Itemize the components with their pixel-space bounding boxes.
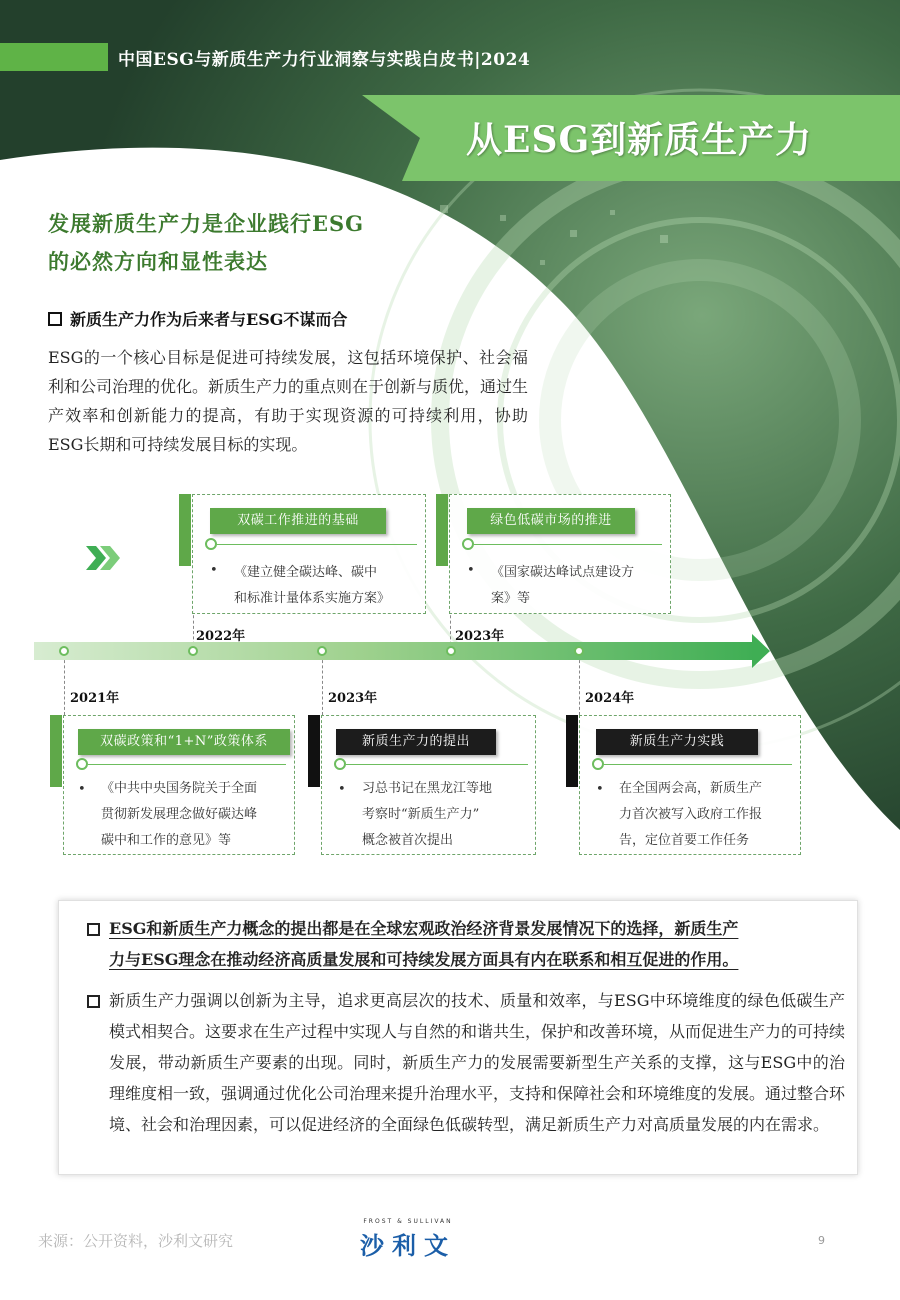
bullet: • bbox=[210, 563, 218, 578]
sub-heading bbox=[48, 307, 347, 330]
card-text-line: 告，定位首要工作任务 bbox=[619, 833, 750, 848]
summary-paragraph: 新质生产力强调以创新为主导，追求更高层次的技术、质量和效率，与ESG中环境维度的绿色低碳生产模式相契合。这要求在生产过程中实现人与自然的和谐共生，保护和改善环境，从而促进生产力的可持续发展，带动新质生产要素的出现。同时，新质生产力的发展需要新型生产关系的支撑，这与ESG中的治理维度相一致，强调通过优化公司治理来提升治理水平，支持和保障社会和环境维度的发展。通过整合环境、社会和治理因素，可以促进经济的全面绿色低碳转型，满足新质生产力对高质量发展的内在需求。 bbox=[109, 991, 846, 1134]
bullet: • bbox=[596, 782, 604, 797]
year-label: 2023年 bbox=[328, 691, 378, 706]
card-text-line: 贯彻新发展理念做好碳达峰 bbox=[101, 807, 258, 822]
double-chevron-icon bbox=[86, 546, 126, 570]
timeline-arrow-icon bbox=[752, 634, 770, 668]
report-title: 中国ESG与新质生产力行业洞察与实践白皮书|2024 bbox=[118, 50, 531, 70]
card-text bbox=[619, 776, 762, 854]
timeline-dot bbox=[59, 646, 69, 656]
card-text bbox=[362, 776, 492, 854]
year-label: 2024年 bbox=[585, 691, 635, 706]
bullet: • bbox=[78, 782, 86, 797]
section-heading-line2: 的必然方向和显性表达 bbox=[48, 249, 268, 274]
timeline-dot bbox=[446, 646, 456, 656]
summary-item-key-point bbox=[85, 913, 845, 975]
bullet: • bbox=[338, 782, 346, 797]
source-note: 来源：公开资料，沙利文研究 bbox=[38, 1232, 234, 1250]
section-title: 从ESG到新质生产力 bbox=[466, 119, 813, 161]
card-line-dot bbox=[462, 538, 474, 550]
card-tag: 新质生产力实践 bbox=[596, 729, 758, 755]
year-label: 2021年 bbox=[70, 691, 120, 706]
timeline-dot bbox=[317, 646, 327, 656]
connector-line bbox=[322, 655, 323, 715]
card-text bbox=[491, 560, 634, 612]
checkbox-square-icon bbox=[48, 312, 62, 326]
card-text-line: 在全国两会高，新质生产 bbox=[619, 781, 763, 796]
timeline-dot bbox=[574, 646, 584, 656]
intro-paragraph: ESG的一个核心目标是促进可持续发展，这包括环境保护、社会福利和公司治理的优化。新质生产力的重点则在于创新与质优，通过生产效率和创新能力的提高，有助于实现资源的可持续利用，协助ESG长期和可持续发展目标的实现。 bbox=[48, 348, 529, 454]
summary-line: 力与ESG理念在推动经济高质量发展和可持续发展方面具有内在联系和相互促进的作用。 bbox=[109, 950, 739, 969]
card-accent-bar bbox=[308, 715, 320, 787]
card-line-dot bbox=[76, 758, 88, 770]
year-label: 2022年 bbox=[196, 629, 246, 644]
summary-line: ESG和新质生产力概念的提出都是在全球宏观政治经济背景发展情况下的选择，新质生产 bbox=[109, 919, 739, 938]
card-text-line: 考察时“新质生产力” bbox=[362, 807, 480, 822]
year-label: 2023年 bbox=[455, 629, 505, 644]
card-text-line: 习总书记在黑龙江等地 bbox=[362, 781, 493, 796]
card-tag: 新质生产力的提出 bbox=[336, 729, 496, 755]
card-text bbox=[234, 560, 390, 612]
card-text-line: 案》等 bbox=[491, 591, 531, 606]
timeline-dot bbox=[188, 646, 198, 656]
section-heading bbox=[48, 205, 428, 281]
card-line-dot bbox=[205, 538, 217, 550]
card-accent-bar bbox=[179, 494, 191, 566]
card-accent-bar bbox=[436, 494, 448, 566]
frost-sullivan-logo bbox=[346, 1218, 470, 1260]
timeline-bar bbox=[34, 642, 756, 660]
summary-item-detail bbox=[85, 985, 845, 1140]
card-text-line: 和标准计量体系实施方案》 bbox=[234, 591, 391, 606]
card-divider bbox=[604, 764, 792, 765]
card-divider bbox=[474, 544, 662, 545]
card-line-dot bbox=[334, 758, 346, 770]
section-heading-line1: 发展新质生产力是企业践行ESG bbox=[48, 211, 365, 236]
connector-line bbox=[64, 655, 65, 715]
sub-heading-text: 新质生产力作为后来者与ESG不谋而合 bbox=[70, 310, 348, 329]
summary-box bbox=[58, 900, 858, 1175]
card-divider bbox=[217, 544, 417, 545]
card-divider bbox=[88, 764, 286, 765]
card-divider bbox=[346, 764, 528, 765]
bullet: • bbox=[467, 563, 475, 578]
card-text-line: 概念被首次提出 bbox=[362, 833, 454, 848]
logo-main-text: 沙利文 bbox=[360, 1232, 456, 1260]
card-text bbox=[101, 776, 257, 854]
card-text-line: 《中共中央国务院关于全面 bbox=[101, 781, 258, 796]
card-tag: 绿色低碳市场的推进 bbox=[467, 508, 635, 534]
card-text-line: 《国家碳达峰试点建设方 bbox=[491, 565, 635, 580]
card-text-line: 力首次被写入政府工作报 bbox=[619, 807, 763, 822]
logo-top-text: FROST & SULLIVAN bbox=[363, 1218, 453, 1225]
card-text-line: 《建立健全碳达峰、碳中 bbox=[234, 565, 378, 580]
card-tag: 双碳工作推进的基础 bbox=[210, 508, 386, 534]
connector-line bbox=[579, 655, 580, 715]
card-line-dot bbox=[592, 758, 604, 770]
card-tag: 双碳政策和“1+N”政策体系 bbox=[78, 729, 290, 755]
header-accent-tab bbox=[0, 43, 108, 71]
page-number: 9 bbox=[818, 1234, 825, 1247]
card-accent-bar bbox=[50, 715, 62, 787]
card-text-line: 碳中和工作的意见》等 bbox=[101, 833, 232, 848]
card-accent-bar bbox=[566, 715, 578, 787]
